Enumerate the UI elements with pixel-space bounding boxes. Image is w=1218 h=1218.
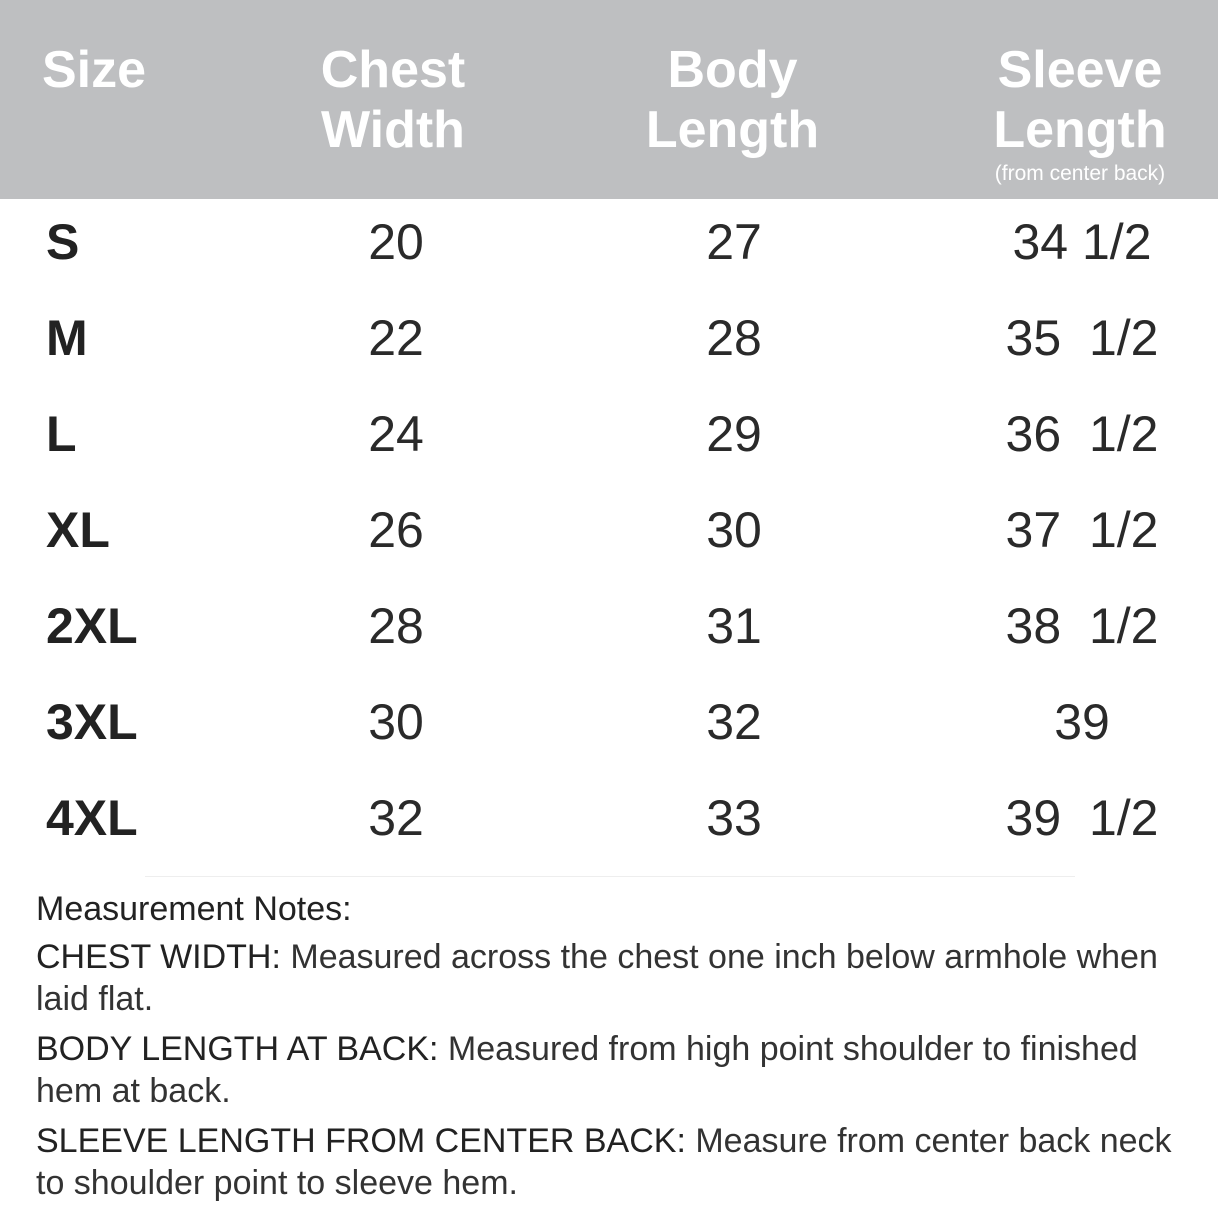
size-cell: XL	[46, 502, 110, 558]
chest-cell: 28	[368, 598, 424, 654]
chest-cell: 30	[368, 694, 424, 750]
header-body-line2: Length	[645, 101, 820, 159]
note-text: Measured from high point shoulder to finished hem at back.	[36, 1030, 1138, 1110]
header-sleeve-note: (from center back)	[994, 162, 1166, 185]
size-cell: 2XL	[46, 598, 138, 654]
header-sleeve-length	[975, 40, 1185, 186]
body-cell: 28	[706, 310, 762, 366]
table-row	[0, 386, 1218, 482]
chest-cell: 32	[368, 790, 424, 846]
size-cell: M	[46, 310, 88, 366]
note-label: BODY LENGTH AT BACK:	[36, 1030, 439, 1068]
body-cell: 27	[706, 214, 762, 270]
table-header	[0, 0, 1218, 199]
note-label: SLEEVE LENGTH FROM CENTER BACK:	[36, 1122, 686, 1160]
header-sleeve-line1: Sleeve	[997, 41, 1163, 99]
header-body-line1: Body	[667, 41, 798, 99]
table-row	[0, 674, 1218, 770]
note-sleeve-length	[36, 1120, 1196, 1204]
sleeve-cell: 37 1/2	[1005, 502, 1159, 558]
note-label: CHEST WIDTH:	[36, 938, 281, 976]
header-chest-line2: Width	[321, 101, 465, 159]
measurement-notes	[36, 888, 1196, 1212]
body-cell: 32	[706, 694, 762, 750]
chest-cell: 26	[368, 502, 424, 558]
note-body-length	[36, 1028, 1196, 1112]
divider	[145, 876, 1075, 877]
header-chest-line1: Chest	[320, 41, 466, 99]
header-chest-width	[293, 40, 493, 160]
note-text: Measure from center back neck to shoulder point to sleeve hem.	[36, 1122, 1172, 1202]
chest-cell: 24	[368, 406, 424, 462]
table-row	[0, 482, 1218, 578]
header-body-length	[630, 40, 835, 160]
size-cell: 3XL	[46, 694, 138, 750]
table-row	[0, 770, 1218, 866]
body-cell: 29	[706, 406, 762, 462]
notes-heading: Measurement Notes:	[36, 890, 352, 928]
size-cell: S	[46, 214, 80, 270]
sleeve-cell: 34 1/2	[1012, 214, 1152, 270]
note-text: Measured across the chest one inch below armhole when laid flat.	[36, 938, 1158, 1018]
header-size-label: Size	[42, 41, 147, 99]
chest-cell: 20	[368, 214, 424, 270]
table-row	[0, 290, 1218, 386]
note-chest-width	[36, 936, 1196, 1020]
sleeve-cell: 35 1/2	[1005, 310, 1159, 366]
sleeve-cell: 38 1/2	[1005, 598, 1159, 654]
body-cell: 33	[706, 790, 762, 846]
sleeve-cell: 36 1/2	[1005, 406, 1159, 462]
table-row	[0, 578, 1218, 674]
body-cell: 31	[706, 598, 762, 654]
header-sleeve-line2: Length	[993, 101, 1167, 159]
table-row	[0, 194, 1218, 290]
body-cell: 30	[706, 502, 762, 558]
sleeve-cell: 39	[1054, 694, 1110, 750]
sleeve-cell: 39 1/2	[1005, 790, 1159, 846]
size-cell: 4XL	[46, 790, 138, 846]
header-size	[42, 40, 146, 100]
size-cell: L	[46, 406, 77, 462]
chest-cell: 22	[368, 310, 424, 366]
